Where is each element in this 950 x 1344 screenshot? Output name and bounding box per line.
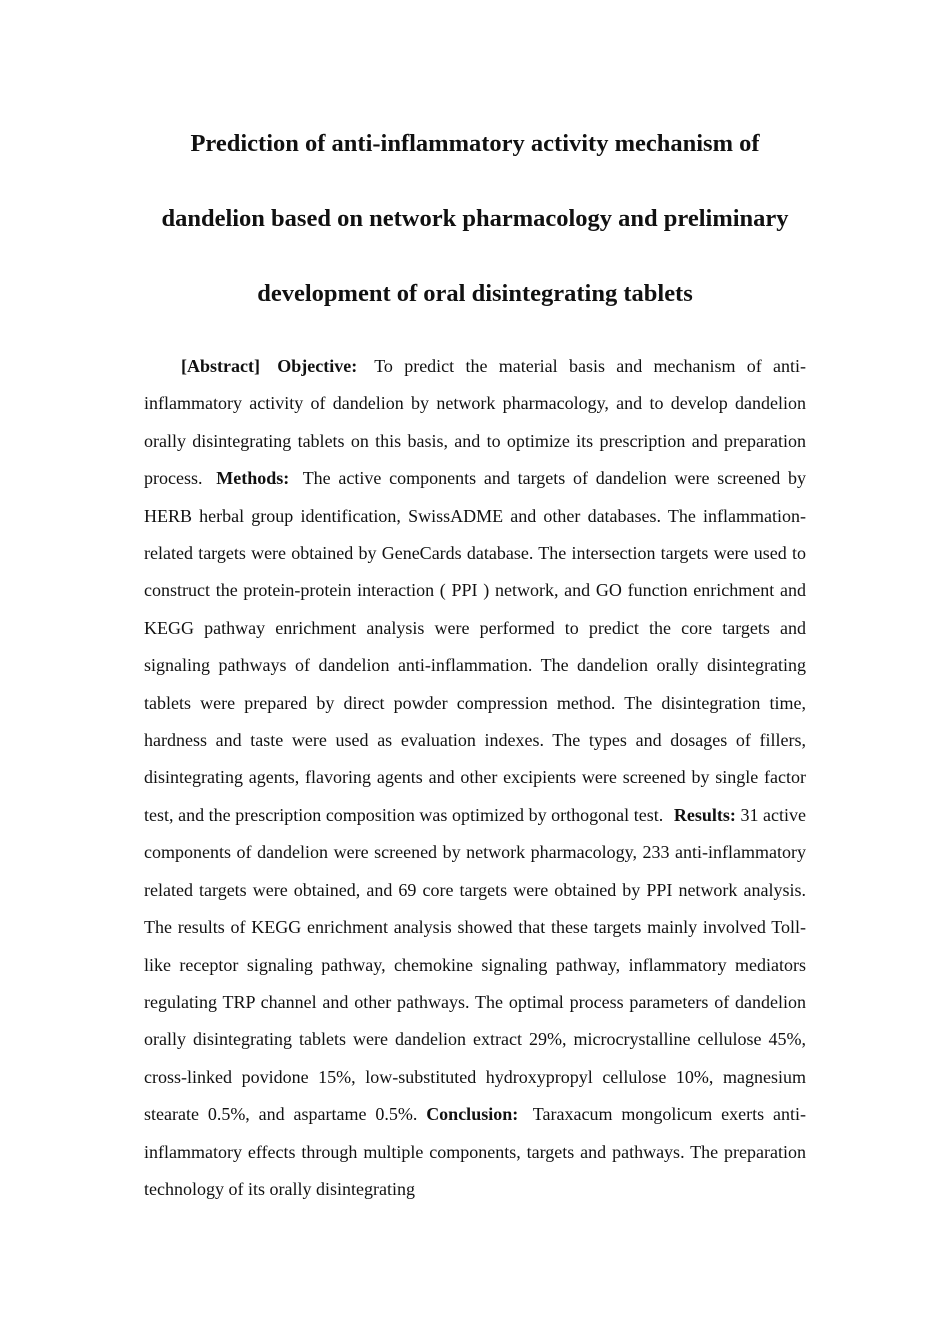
title-line-3: development of oral disintegrating tablets <box>257 280 693 307</box>
abstract-paragraph <box>144 348 806 1208</box>
methods-text: The active components and targets of dandelion were screened by HERB herbal group identification, SwissADME and other databases. The inflammation-related targets were obtained by GeneCards database. The intersection targets were used to construct the protein-protein interaction ( PPI ) network, and GO function enrichment and KEGG pathway enrichment analysis were performed to predict the core targets and signaling pathways of dandelion anti-inflammation. The dandelion orally disintegrating tablets were prepared by direct powder compression method. The disintegration time, hardness and taste were used as evaluation indexes. The types and dosages of fillers, disintegrating agents, flavoring agents and other excipients were screened by single factor test, and the prescription composition was optimized by orthogonal test. <box>144 468 806 825</box>
conclusion-text: Taraxacum mongolicum exerts anti-inflammatory effects through multiple components, targets and pathways. The preparation technology of its orally disintegrating <box>144 1104 806 1199</box>
objective-label: Objective: <box>277 356 358 376</box>
objective-text: To predict the material basis and mechanism of anti-inflammatory activity of dandelion by network pharmacology, and to develop dandelion orally disintegrating tablets on this basis, and to optimize its prescription and preparation process. <box>144 356 806 489</box>
results-label: Results: <box>673 804 736 825</box>
title-line-1: Prediction of anti-inflammatory activity mechanism of <box>190 130 760 157</box>
paper-title <box>120 106 830 331</box>
title-line-2: dandelion based on network pharmacology and preliminary <box>161 205 789 232</box>
abstract-label: [Abstract] <box>181 356 260 376</box>
methods-label: Methods: <box>216 468 290 489</box>
results-text: 31 active components of dandelion were screened by network pharmacology, 233 anti-inflammatory related targets were obtained, and 69 core targets were obtained by PPI network analysis. The results of KEGG enrichment analysis showed that these targets mainly involved Toll-like receptor signaling pathway, chemokine signaling pathway, inflammatory mediators regulating TRP channel and other pathways. The optimal process parameters of dandelion orally disintegrating tablets were dandelion extract 29%, microcrystalline cellulose 45%, cross-linked povidone 15%, low-substituted hydroxypropyl cellulose 10%, magnesium stearate 0.5%, and aspartame 0.5%. <box>144 804 806 1125</box>
conclusion-label: Conclusion: <box>426 1104 519 1125</box>
